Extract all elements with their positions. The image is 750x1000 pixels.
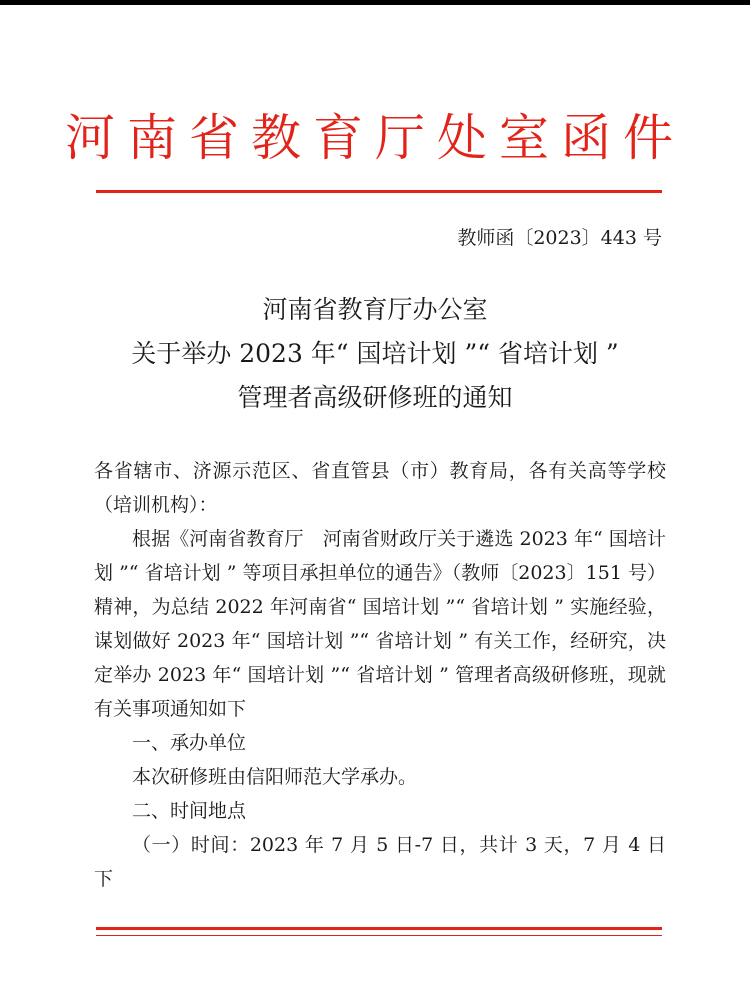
paragraph-basis: 根据《河南省教育厅 河南省财政厅关于遴选 2023 年“ 国培计划 ”“ 省培计划 ” 等项目承担单位的通告》（教师〔2023〕151 号）精神，为总结 2022 年河南省“ 国培计划 ”“ 省培计划 ” 实施经验，谋划做好 2023 年“ 国培计划 ”“ 省培计划 ” 有关工作，经研究，决定举办 2023 年“ 国培计划 ”“ 省培计划 ” 管理者高级研修班，现就有关事项通知如下 bbox=[94, 528, 666, 720]
document-title bbox=[0, 288, 750, 420]
top-edge-strip bbox=[0, 0, 750, 5]
document-body bbox=[94, 454, 666, 896]
section-heading-time-place: 二、时间地点 bbox=[132, 800, 247, 822]
red-divider-bottom-thin bbox=[96, 935, 662, 936]
red-divider-top bbox=[96, 190, 662, 193]
section-heading-organizer: 一、承办单位 bbox=[132, 732, 247, 754]
title-line-1: 河南省教育厅办公室 bbox=[262, 295, 488, 324]
paragraph-time: （一）时间：2023 年 7 月 5 日-7 日，共计 3 天，7 月 4 日下 bbox=[94, 834, 666, 890]
recipient-line: 各省辖市、济源示范区、省直管县（市）教育局，各有关高等学校（培训机构）： bbox=[94, 460, 666, 516]
title-line-2: 关于举办 2023 年“ 国培计划 ”“ 省培计划 ” bbox=[131, 339, 619, 368]
document-number: 教师函〔2023〕443 号 bbox=[457, 227, 662, 249]
red-divider-bottom bbox=[96, 927, 662, 930]
paragraph-organizer: 本次研修班由信阳师范大学承办。 bbox=[132, 766, 418, 788]
title-line-3: 管理者高级研修班的通知 bbox=[237, 383, 513, 412]
letterhead-masthead: 河南省教育厅处室函件 bbox=[65, 109, 685, 167]
